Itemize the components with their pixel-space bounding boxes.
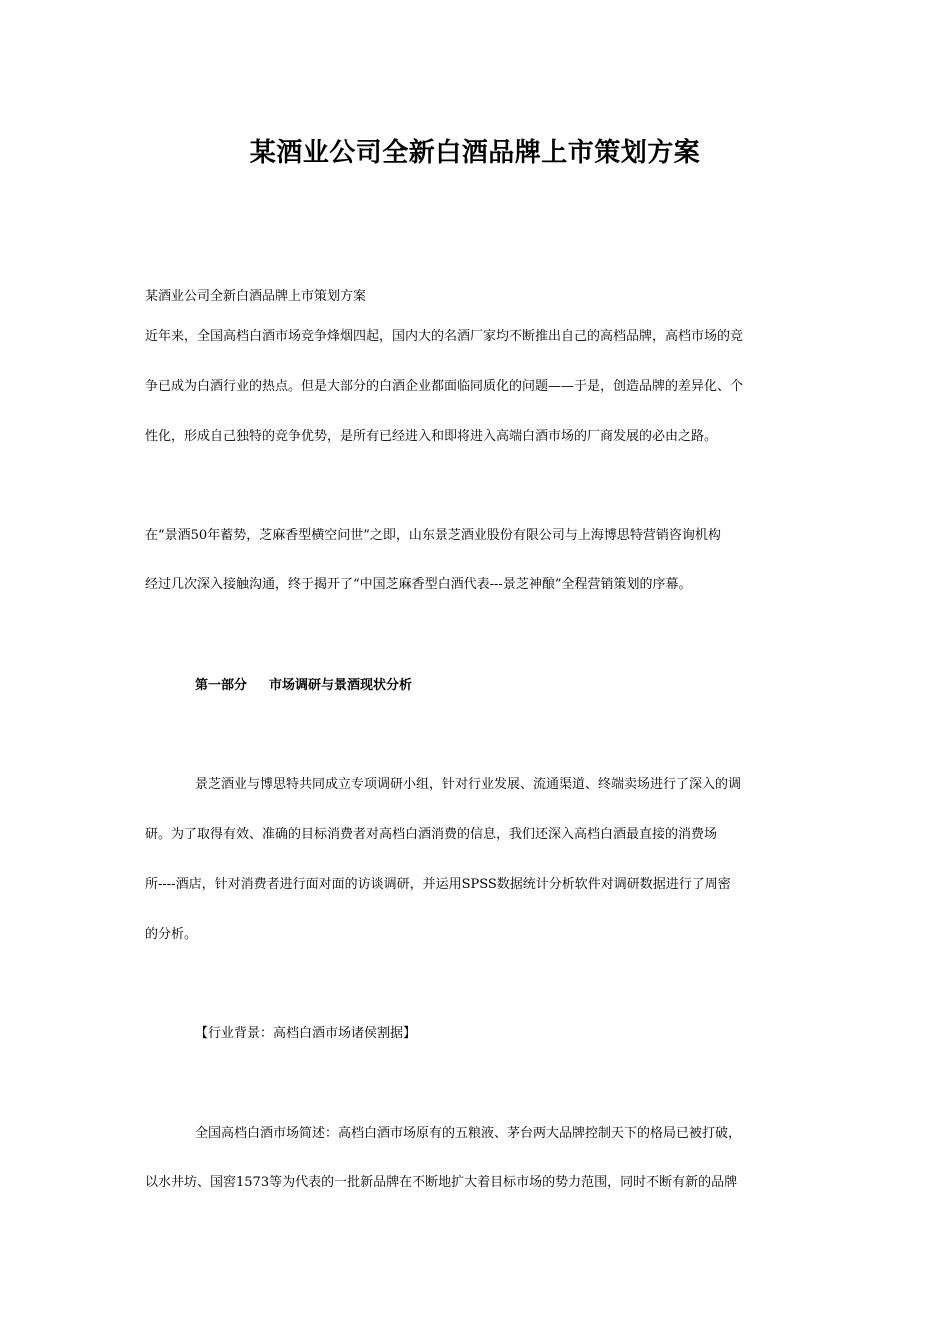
paragraph-line: 近年来，全国高档白酒市场竞争烽烟四起，国内大的名酒厂家均不断推出自己的高档品牌，高档市场的竞 bbox=[145, 329, 744, 344]
paragraph-line: 性化，形成自己独特的竞争优势，是所有已经进入和即将进入高端白酒市场的厂商发展的必由之路。 bbox=[145, 429, 718, 444]
paragraph-line: 景芝酒业与博思特共同成立专项调研小组，针对行业发展、流通渠道、终端卖场进行了深入的调 bbox=[195, 777, 742, 792]
document-subtitle: 某酒业公司全新白酒品牌上市策划方案 bbox=[145, 289, 367, 304]
paragraph-line: 争已成为白酒行业的热点。但是大部分的白酒企业都面临同质化的问题——于是，创造品牌的差异化、个 bbox=[145, 379, 744, 394]
paragraph-line: 在“景酒50年蓄势，芝麻香型横空问世”之即，山东景芝酒业股份有限公司与上海博思特营销咨询机构 bbox=[145, 528, 721, 543]
paragraph-line: 研。为了取得有效、准确的目标消费者对高档白酒消费的信息，我们还深入高档白酒最直接的消费场 bbox=[145, 827, 718, 842]
paragraph-line: 以水井坊、国窖1573等为代表的一批新品牌在不断地扩大着目标市场的势力范围，同时不断有新的品牌 bbox=[145, 1175, 738, 1190]
subsection-heading: 【行业背景：高档白酒市场诸侯割据】 bbox=[195, 1026, 417, 1041]
section-heading bbox=[195, 676, 412, 696]
paragraph-line: 的分析。 bbox=[145, 927, 198, 942]
section-title: 市场调研与景酒现状分析 bbox=[269, 678, 413, 693]
paragraph-line: 经过几次深入接触沟通，终于揭开了“中国芝麻香型白酒代表---景芝神酿”全程营销策划的序幕。 bbox=[145, 577, 692, 592]
document-title: 某酒业公司全新白酒品牌上市策划方案 bbox=[249, 138, 701, 168]
paragraph-line: 所----酒店，针对消费者进行面对面的访谈调研，并运用SPSS数据统计分析软件对调研数据进行了周密 bbox=[145, 877, 731, 892]
section-label: 第一部分 bbox=[195, 678, 248, 693]
paragraph-line: 全国高档白酒市场简述：高档白酒市场原有的五粮液、茅台两大品牌控制天下的格局已被打破， bbox=[195, 1126, 742, 1141]
